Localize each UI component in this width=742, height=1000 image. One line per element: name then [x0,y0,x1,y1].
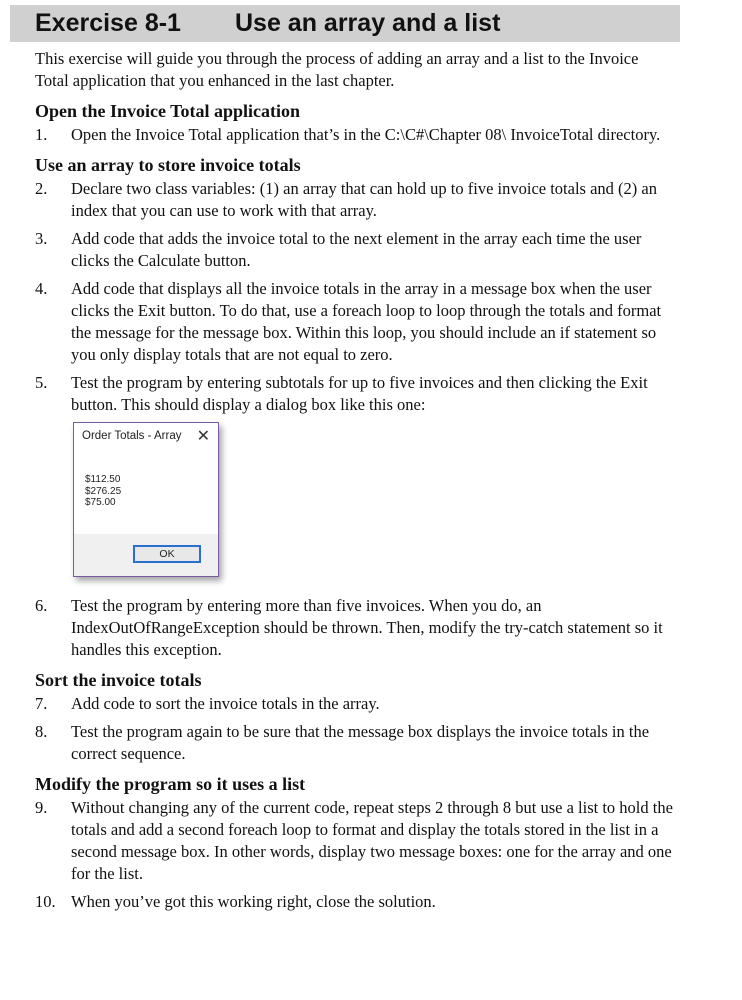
step-number: 2. [35,179,48,198]
step-4 [35,278,675,366]
step-7 [35,693,675,715]
ok-button[interactable]: OK [133,545,201,563]
step-8 [35,721,675,765]
dialog-message [85,474,121,509]
step-text: Declare two class variables: (1) an array that can hold up to five invoice totals and (2) an index that you can use to work with that array. [71,179,657,220]
section-heading-open: Open the Invoice Total application [35,101,301,121]
step-6 [35,595,675,661]
dialog-footer [74,534,218,576]
total-line: $112.50 [85,474,121,485]
step-text: Add code to sort the invoice totals in the array. [71,694,380,713]
order-totals-dialog [73,422,219,577]
step-text: Test the program by entering subtotals for up to five invoices and then clicking the Exit button. This should display a dialog box like this one: [71,373,648,414]
step-text: When you’ve got this working right, close the solution. [71,892,436,911]
step-number: 1. [35,125,48,144]
step-number: 7. [35,694,48,713]
step-9 [35,797,675,885]
intro-paragraph: This exercise will guide you through the process of adding an array and a list to the Invoice Total application that you enhanced in the last chapter. [35,49,639,90]
step-5 [35,372,675,416]
dialog-title: Order Totals - Array [82,430,182,442]
step-text: Add code that adds the invoice total to the next element in the array each time the user clicks the Calculate button. [71,229,642,270]
exercise-number: Exercise 8-1 [35,9,181,37]
step-text: Without changing any of the current code, repeat steps 2 through 8 but use a list to hold the totals and add a second foreach loop to format and display the totals stored in the list in a second message box. In other words, display two message boxes: one for the array and one for the list. [71,798,673,883]
close-icon[interactable]: ✕ [196,428,210,445]
section-heading-sort: Sort the invoice totals [35,670,202,690]
step-text: Test the program by entering more than five invoices. When you do, an IndexOutOfRangeException should be thrown. Then, modify the try-catch statement so it handles this exception. [71,596,663,659]
step-number: 6. [35,596,48,615]
step-1 [35,124,675,146]
section-heading-list: Modify the program so it uses a list [35,774,306,794]
step-number: 3. [35,229,48,248]
step-number: 4. [35,279,48,298]
exercise-header [10,5,680,42]
step-number: 9. [35,798,48,817]
exercise-content [35,48,675,919]
step-text: Test the program again to be sure that the message box displays the invoice totals in the correct sequence. [71,722,650,763]
total-line: $75.00 [85,497,116,508]
step-text: Open the Invoice Total application that’s in the C:\C#\Chapter 08\ InvoiceTotal directory. [71,125,661,144]
step-number: 5. [35,373,48,392]
step-2 [35,178,675,222]
total-line: $276.25 [85,485,122,497]
exercise-title: Use an array and a list [235,9,501,37]
section-heading-array: Use an array to store invoice totals [35,155,301,175]
step-text: Add code that displays all the invoice totals in the array in a message box when the user clicks the Exit button. To do that, use a foreach loop to loop through the totals and format the message for the message box. Within this loop, you should include an if statement so you only display totals that are not equal to zero. [71,279,662,364]
step-3 [35,228,675,272]
step-10 [35,891,675,913]
step-number: 8. [35,722,48,741]
step-number: 10. [35,892,56,911]
